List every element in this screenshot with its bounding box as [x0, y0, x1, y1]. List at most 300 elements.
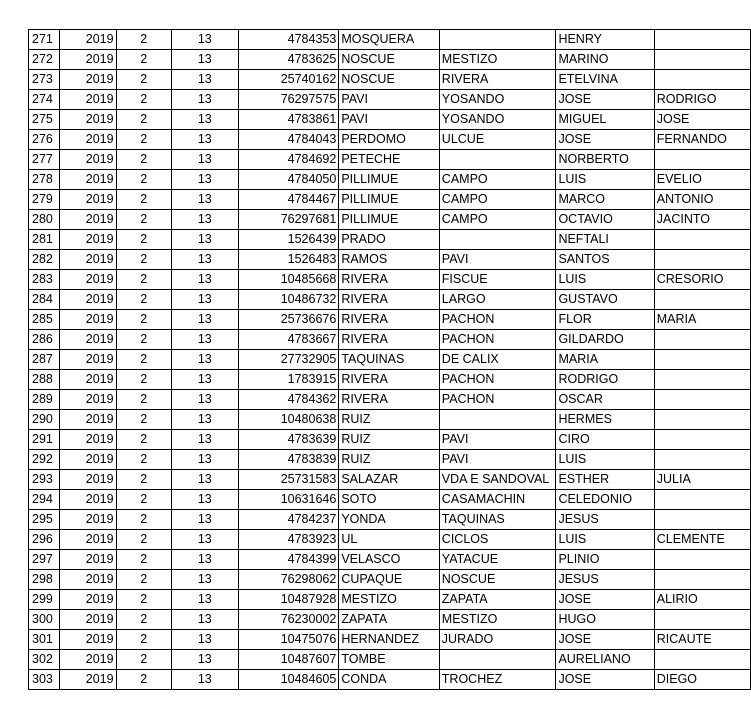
row-number-cell[interactable]: 280 — [29, 210, 60, 230]
table-row[interactable] — [29, 30, 751, 50]
first-name-cell[interactable]: GUSTAVO — [556, 290, 654, 310]
row-number-cell[interactable]: 271 — [29, 30, 60, 50]
row-number-cell[interactable]: 283 — [29, 270, 60, 290]
document-id-cell[interactable]: 4783923 — [238, 530, 339, 550]
second-name-cell[interactable] — [654, 70, 750, 90]
second-name-cell[interactable] — [654, 610, 750, 630]
second-name-cell[interactable]: EVELIO — [654, 170, 750, 190]
first-name-cell[interactable]: HERMES — [556, 410, 654, 430]
code-cell[interactable]: 13 — [171, 470, 238, 490]
first-name-cell[interactable]: JOSE — [556, 90, 654, 110]
second-surname-cell[interactable]: RIVERA — [439, 70, 556, 90]
year-cell[interactable]: 2019 — [59, 150, 116, 170]
code-cell[interactable]: 13 — [171, 530, 238, 550]
code-cell[interactable]: 13 — [171, 590, 238, 610]
second-surname-cell[interactable]: YOSANDO — [439, 110, 556, 130]
first-surname-cell[interactable]: PERDOMO — [339, 130, 439, 150]
second-name-cell[interactable] — [654, 290, 750, 310]
second-name-cell[interactable]: JOSE — [654, 110, 750, 130]
document-id-cell[interactable]: 10631646 — [238, 490, 339, 510]
year-cell[interactable]: 2019 — [59, 630, 116, 650]
first-surname-cell[interactable]: RUIZ — [339, 430, 439, 450]
row-number-cell[interactable]: 299 — [29, 590, 60, 610]
period-cell[interactable]: 2 — [116, 30, 171, 50]
second-surname-cell[interactable]: NOSCUE — [439, 570, 556, 590]
period-cell[interactable]: 2 — [116, 490, 171, 510]
second-name-cell[interactable]: MARIA — [654, 310, 750, 330]
document-id-cell[interactable]: 1783915 — [238, 370, 339, 390]
row-number-cell[interactable]: 277 — [29, 150, 60, 170]
period-cell[interactable]: 2 — [116, 330, 171, 350]
first-name-cell[interactable]: LUIS — [556, 530, 654, 550]
first-name-cell[interactable]: RODRIGO — [556, 370, 654, 390]
table-row[interactable] — [29, 490, 751, 510]
code-cell[interactable]: 13 — [171, 390, 238, 410]
first-surname-cell[interactable]: SALAZAR — [339, 470, 439, 490]
year-cell[interactable]: 2019 — [59, 490, 116, 510]
table-row[interactable] — [29, 150, 751, 170]
first-surname-cell[interactable]: PILLIMUE — [339, 210, 439, 230]
first-surname-cell[interactable]: RIVERA — [339, 270, 439, 290]
year-cell[interactable]: 2019 — [59, 610, 116, 630]
second-name-cell[interactable] — [654, 450, 750, 470]
year-cell[interactable]: 2019 — [59, 170, 116, 190]
row-number-cell[interactable]: 303 — [29, 670, 60, 690]
first-surname-cell[interactable]: PAVI — [339, 110, 439, 130]
first-name-cell[interactable]: JOSE — [556, 630, 654, 650]
second-name-cell[interactable]: CLEMENTE — [654, 530, 750, 550]
first-name-cell[interactable]: MIGUEL — [556, 110, 654, 130]
document-id-cell[interactable]: 10487928 — [238, 590, 339, 610]
year-cell[interactable]: 2019 — [59, 350, 116, 370]
table-row[interactable] — [29, 470, 751, 490]
second-name-cell[interactable] — [654, 430, 750, 450]
second-name-cell[interactable]: RODRIGO — [654, 90, 750, 110]
year-cell[interactable]: 2019 — [59, 130, 116, 150]
second-name-cell[interactable]: CRESORIO — [654, 270, 750, 290]
period-cell[interactable]: 2 — [116, 310, 171, 330]
second-surname-cell[interactable]: JURADO — [439, 630, 556, 650]
row-number-cell[interactable]: 278 — [29, 170, 60, 190]
code-cell[interactable]: 13 — [171, 510, 238, 530]
first-surname-cell[interactable]: PILLIMUE — [339, 190, 439, 210]
first-surname-cell[interactable]: PETECHE — [339, 150, 439, 170]
table-row[interactable] — [29, 170, 751, 190]
period-cell[interactable]: 2 — [116, 470, 171, 490]
second-name-cell[interactable] — [654, 570, 750, 590]
row-number-cell[interactable]: 281 — [29, 230, 60, 250]
table-row[interactable] — [29, 410, 751, 430]
table-row[interactable] — [29, 90, 751, 110]
code-cell[interactable]: 13 — [171, 130, 238, 150]
year-cell[interactable]: 2019 — [59, 510, 116, 530]
second-surname-cell[interactable]: YOSANDO — [439, 90, 556, 110]
row-number-cell[interactable]: 284 — [29, 290, 60, 310]
first-name-cell[interactable]: MARINO — [556, 50, 654, 70]
code-cell[interactable]: 13 — [171, 670, 238, 690]
document-id-cell[interactable]: 4783861 — [238, 110, 339, 130]
period-cell[interactable]: 2 — [116, 370, 171, 390]
first-name-cell[interactable]: MARCO — [556, 190, 654, 210]
document-id-cell[interactable]: 1526439 — [238, 230, 339, 250]
year-cell[interactable]: 2019 — [59, 230, 116, 250]
document-id-cell[interactable]: 27732905 — [238, 350, 339, 370]
second-name-cell[interactable] — [654, 390, 750, 410]
second-surname-cell[interactable] — [439, 150, 556, 170]
first-surname-cell[interactable]: RUIZ — [339, 450, 439, 470]
first-surname-cell[interactable]: VELASCO — [339, 550, 439, 570]
row-number-cell[interactable]: 289 — [29, 390, 60, 410]
period-cell[interactable]: 2 — [116, 170, 171, 190]
second-name-cell[interactable] — [654, 410, 750, 430]
table-row[interactable] — [29, 70, 751, 90]
first-surname-cell[interactable]: PAVI — [339, 90, 439, 110]
first-name-cell[interactable]: OCTAVIO — [556, 210, 654, 230]
second-surname-cell[interactable]: VDA E SANDOVAL — [439, 470, 556, 490]
code-cell[interactable]: 13 — [171, 210, 238, 230]
second-surname-cell[interactable] — [439, 30, 556, 50]
first-name-cell[interactable]: NORBERTO — [556, 150, 654, 170]
first-name-cell[interactable]: LUIS — [556, 270, 654, 290]
first-surname-cell[interactable]: RIVERA — [339, 390, 439, 410]
second-surname-cell[interactable]: CASAMACHIN — [439, 490, 556, 510]
second-name-cell[interactable] — [654, 230, 750, 250]
code-cell[interactable]: 13 — [171, 50, 238, 70]
table-row[interactable] — [29, 550, 751, 570]
table-row[interactable] — [29, 590, 751, 610]
year-cell[interactable]: 2019 — [59, 430, 116, 450]
year-cell[interactable]: 2019 — [59, 390, 116, 410]
first-surname-cell[interactable]: RIVERA — [339, 330, 439, 350]
second-surname-cell[interactable]: CAMPO — [439, 190, 556, 210]
first-name-cell[interactable]: JESUS — [556, 570, 654, 590]
first-name-cell[interactable]: JOSE — [556, 590, 654, 610]
second-name-cell[interactable] — [654, 490, 750, 510]
document-id-cell[interactable]: 10487607 — [238, 650, 339, 670]
year-cell[interactable]: 2019 — [59, 370, 116, 390]
code-cell[interactable]: 13 — [171, 230, 238, 250]
second-surname-cell[interactable]: PACHON — [439, 310, 556, 330]
second-surname-cell[interactable] — [439, 410, 556, 430]
period-cell[interactable]: 2 — [116, 450, 171, 470]
year-cell[interactable]: 2019 — [59, 190, 116, 210]
year-cell[interactable]: 2019 — [59, 210, 116, 230]
table-row[interactable] — [29, 630, 751, 650]
code-cell[interactable]: 13 — [171, 430, 238, 450]
period-cell[interactable]: 2 — [116, 410, 171, 430]
row-number-cell[interactable]: 285 — [29, 310, 60, 330]
first-name-cell[interactable]: OSCAR — [556, 390, 654, 410]
period-cell[interactable]: 2 — [116, 510, 171, 530]
second-surname-cell[interactable]: CICLOS — [439, 530, 556, 550]
row-number-cell[interactable]: 272 — [29, 50, 60, 70]
table-row[interactable] — [29, 670, 751, 690]
period-cell[interactable]: 2 — [116, 630, 171, 650]
row-number-cell[interactable]: 292 — [29, 450, 60, 470]
first-name-cell[interactable]: ESTHER — [556, 470, 654, 490]
first-surname-cell[interactable]: RAMOS — [339, 250, 439, 270]
document-id-cell[interactable]: 76297681 — [238, 210, 339, 230]
table-row[interactable] — [29, 230, 751, 250]
first-name-cell[interactable]: MARIA — [556, 350, 654, 370]
year-cell[interactable]: 2019 — [59, 410, 116, 430]
table-row[interactable] — [29, 390, 751, 410]
year-cell[interactable]: 2019 — [59, 530, 116, 550]
row-number-cell[interactable]: 300 — [29, 610, 60, 630]
second-name-cell[interactable] — [654, 370, 750, 390]
code-cell[interactable]: 13 — [171, 570, 238, 590]
code-cell[interactable]: 13 — [171, 290, 238, 310]
document-id-cell[interactable]: 76298062 — [238, 570, 339, 590]
period-cell[interactable]: 2 — [116, 570, 171, 590]
year-cell[interactable]: 2019 — [59, 270, 116, 290]
second-surname-cell[interactable]: FISCUE — [439, 270, 556, 290]
period-cell[interactable]: 2 — [116, 390, 171, 410]
row-number-cell[interactable]: 273 — [29, 70, 60, 90]
document-id-cell[interactable]: 76230002 — [238, 610, 339, 630]
period-cell[interactable]: 2 — [116, 550, 171, 570]
second-surname-cell[interactable] — [439, 230, 556, 250]
first-surname-cell[interactable]: ZAPATA — [339, 610, 439, 630]
row-number-cell[interactable]: 295 — [29, 510, 60, 530]
period-cell[interactable]: 2 — [116, 210, 171, 230]
document-id-cell[interactable]: 10484605 — [238, 670, 339, 690]
first-name-cell[interactable]: LUIS — [556, 450, 654, 470]
document-id-cell[interactable]: 1526483 — [238, 250, 339, 270]
table-row[interactable] — [29, 330, 751, 350]
first-surname-cell[interactable]: NOSCUE — [339, 50, 439, 70]
period-cell[interactable]: 2 — [116, 70, 171, 90]
year-cell[interactable]: 2019 — [59, 110, 116, 130]
document-id-cell[interactable]: 25736676 — [238, 310, 339, 330]
row-number-cell[interactable]: 282 — [29, 250, 60, 270]
row-number-cell[interactable]: 290 — [29, 410, 60, 430]
code-cell[interactable]: 13 — [171, 370, 238, 390]
second-surname-cell[interactable]: ULCUE — [439, 130, 556, 150]
code-cell[interactable]: 13 — [171, 550, 238, 570]
table-row[interactable] — [29, 370, 751, 390]
period-cell[interactable]: 2 — [116, 250, 171, 270]
second-surname-cell[interactable]: PACHON — [439, 370, 556, 390]
second-surname-cell[interactable]: CAMPO — [439, 210, 556, 230]
first-surname-cell[interactable]: MOSQUERA — [339, 30, 439, 50]
row-number-cell[interactable]: 286 — [29, 330, 60, 350]
table-row[interactable] — [29, 450, 751, 470]
first-name-cell[interactable]: SANTOS — [556, 250, 654, 270]
year-cell[interactable]: 2019 — [59, 590, 116, 610]
first-surname-cell[interactable]: TOMBE — [339, 650, 439, 670]
second-name-cell[interactable]: JACINTO — [654, 210, 750, 230]
period-cell[interactable]: 2 — [116, 530, 171, 550]
document-id-cell[interactable]: 4783839 — [238, 450, 339, 470]
table-row[interactable] — [29, 570, 751, 590]
code-cell[interactable]: 13 — [171, 490, 238, 510]
second-name-cell[interactable] — [654, 50, 750, 70]
second-name-cell[interactable]: ANTONIO — [654, 190, 750, 210]
row-number-cell[interactable]: 297 — [29, 550, 60, 570]
row-number-cell[interactable]: 279 — [29, 190, 60, 210]
first-surname-cell[interactable]: UL — [339, 530, 439, 550]
row-number-cell[interactable]: 302 — [29, 650, 60, 670]
second-name-cell[interactable] — [654, 550, 750, 570]
first-name-cell[interactable]: JOSE — [556, 130, 654, 150]
second-surname-cell[interactable]: PACHON — [439, 330, 556, 350]
second-name-cell[interactable] — [654, 330, 750, 350]
first-name-cell[interactable]: CELEDONIO — [556, 490, 654, 510]
year-cell[interactable]: 2019 — [59, 650, 116, 670]
document-id-cell[interactable]: 4784362 — [238, 390, 339, 410]
code-cell[interactable]: 13 — [171, 90, 238, 110]
year-cell[interactable]: 2019 — [59, 70, 116, 90]
code-cell[interactable]: 13 — [171, 170, 238, 190]
first-surname-cell[interactable]: NOSCUE — [339, 70, 439, 90]
second-name-cell[interactable]: RICAUTE — [654, 630, 750, 650]
period-cell[interactable]: 2 — [116, 130, 171, 150]
document-id-cell[interactable]: 4783639 — [238, 430, 339, 450]
second-surname-cell[interactable]: DE CALIX — [439, 350, 556, 370]
code-cell[interactable]: 13 — [171, 350, 238, 370]
first-surname-cell[interactable]: CONDA — [339, 670, 439, 690]
year-cell[interactable]: 2019 — [59, 330, 116, 350]
second-surname-cell[interactable]: ZAPATA — [439, 590, 556, 610]
first-surname-cell[interactable]: HERNANDEZ — [339, 630, 439, 650]
table-row[interactable] — [29, 50, 751, 70]
code-cell[interactable]: 13 — [171, 630, 238, 650]
second-surname-cell[interactable]: MESTIZO — [439, 50, 556, 70]
year-cell[interactable]: 2019 — [59, 470, 116, 490]
first-surname-cell[interactable]: RUIZ — [339, 410, 439, 430]
first-surname-cell[interactable]: PILLIMUE — [339, 170, 439, 190]
second-surname-cell[interactable]: TROCHEZ — [439, 670, 556, 690]
first-name-cell[interactable]: LUIS — [556, 170, 654, 190]
table-row[interactable] — [29, 210, 751, 230]
first-surname-cell[interactable]: RIVERA — [339, 290, 439, 310]
document-id-cell[interactable]: 25731583 — [238, 470, 339, 490]
document-id-cell[interactable]: 10486732 — [238, 290, 339, 310]
year-cell[interactable]: 2019 — [59, 30, 116, 50]
period-cell[interactable]: 2 — [116, 190, 171, 210]
code-cell[interactable]: 13 — [171, 190, 238, 210]
document-id-cell[interactable]: 10485668 — [238, 270, 339, 290]
period-cell[interactable]: 2 — [116, 650, 171, 670]
row-number-cell[interactable]: 276 — [29, 130, 60, 150]
code-cell[interactable]: 13 — [171, 70, 238, 90]
second-name-cell[interactable] — [654, 650, 750, 670]
table-row[interactable] — [29, 110, 751, 130]
first-surname-cell[interactable]: YONDA — [339, 510, 439, 530]
period-cell[interactable]: 2 — [116, 350, 171, 370]
first-surname-cell[interactable]: RIVERA — [339, 310, 439, 330]
period-cell[interactable]: 2 — [116, 50, 171, 70]
second-surname-cell[interactable]: CAMPO — [439, 170, 556, 190]
first-surname-cell[interactable]: SOTO — [339, 490, 439, 510]
code-cell[interactable]: 13 — [171, 610, 238, 630]
period-cell[interactable]: 2 — [116, 270, 171, 290]
period-cell[interactable]: 2 — [116, 230, 171, 250]
table-row[interactable] — [29, 350, 751, 370]
code-cell[interactable]: 13 — [171, 310, 238, 330]
code-cell[interactable]: 13 — [171, 650, 238, 670]
table-row[interactable] — [29, 610, 751, 630]
second-surname-cell[interactable]: PAVI — [439, 430, 556, 450]
year-cell[interactable]: 2019 — [59, 570, 116, 590]
second-name-cell[interactable]: DIEGO — [654, 670, 750, 690]
document-id-cell[interactable]: 4784237 — [238, 510, 339, 530]
row-number-cell[interactable]: 288 — [29, 370, 60, 390]
row-number-cell[interactable]: 291 — [29, 430, 60, 450]
table-row[interactable] — [29, 190, 751, 210]
code-cell[interactable]: 13 — [171, 330, 238, 350]
period-cell[interactable]: 2 — [116, 290, 171, 310]
first-name-cell[interactable]: JESUS — [556, 510, 654, 530]
first-surname-cell[interactable]: RIVERA — [339, 370, 439, 390]
period-cell[interactable]: 2 — [116, 150, 171, 170]
document-id-cell[interactable]: 10475076 — [238, 630, 339, 650]
year-cell[interactable]: 2019 — [59, 450, 116, 470]
second-surname-cell[interactable]: PAVI — [439, 250, 556, 270]
document-id-cell[interactable]: 4784043 — [238, 130, 339, 150]
period-cell[interactable]: 2 — [116, 590, 171, 610]
second-name-cell[interactable]: ALIRIO — [654, 590, 750, 610]
period-cell[interactable]: 2 — [116, 110, 171, 130]
document-id-cell[interactable]: 25740162 — [238, 70, 339, 90]
first-name-cell[interactable]: HUGO — [556, 610, 654, 630]
code-cell[interactable]: 13 — [171, 150, 238, 170]
table-row[interactable] — [29, 270, 751, 290]
first-name-cell[interactable]: ETELVINA — [556, 70, 654, 90]
second-name-cell[interactable] — [654, 510, 750, 530]
code-cell[interactable]: 13 — [171, 250, 238, 270]
document-id-cell[interactable]: 4784050 — [238, 170, 339, 190]
document-id-cell[interactable]: 4784692 — [238, 150, 339, 170]
first-name-cell[interactable]: NEFTALI — [556, 230, 654, 250]
row-number-cell[interactable]: 294 — [29, 490, 60, 510]
row-number-cell[interactable]: 301 — [29, 630, 60, 650]
second-name-cell[interactable]: FERNANDO — [654, 130, 750, 150]
document-id-cell[interactable]: 4783625 — [238, 50, 339, 70]
table-row[interactable] — [29, 130, 751, 150]
document-id-cell[interactable]: 4783667 — [238, 330, 339, 350]
period-cell[interactable]: 2 — [116, 430, 171, 450]
first-name-cell[interactable]: GILDARDO — [556, 330, 654, 350]
first-name-cell[interactable]: AURELIANO — [556, 650, 654, 670]
year-cell[interactable]: 2019 — [59, 290, 116, 310]
second-name-cell[interactable] — [654, 250, 750, 270]
second-surname-cell[interactable]: PAVI — [439, 450, 556, 470]
year-cell[interactable]: 2019 — [59, 50, 116, 70]
year-cell[interactable]: 2019 — [59, 90, 116, 110]
row-number-cell[interactable]: 274 — [29, 90, 60, 110]
table-row[interactable] — [29, 650, 751, 670]
row-number-cell[interactable]: 296 — [29, 530, 60, 550]
second-name-cell[interactable]: JULIA — [654, 470, 750, 490]
code-cell[interactable]: 13 — [171, 270, 238, 290]
document-id-cell[interactable]: 4784399 — [238, 550, 339, 570]
document-id-cell[interactable]: 10480638 — [238, 410, 339, 430]
year-cell[interactable]: 2019 — [59, 250, 116, 270]
second-name-cell[interactable] — [654, 150, 750, 170]
table-row[interactable] — [29, 310, 751, 330]
table-row[interactable] — [29, 250, 751, 270]
year-cell[interactable]: 2019 — [59, 670, 116, 690]
period-cell[interactable]: 2 — [116, 610, 171, 630]
row-number-cell[interactable]: 287 — [29, 350, 60, 370]
second-surname-cell[interactable]: YATACUE — [439, 550, 556, 570]
first-name-cell[interactable]: FLOR — [556, 310, 654, 330]
table-row[interactable] — [29, 510, 751, 530]
code-cell[interactable]: 13 — [171, 450, 238, 470]
document-id-cell[interactable]: 76297575 — [238, 90, 339, 110]
